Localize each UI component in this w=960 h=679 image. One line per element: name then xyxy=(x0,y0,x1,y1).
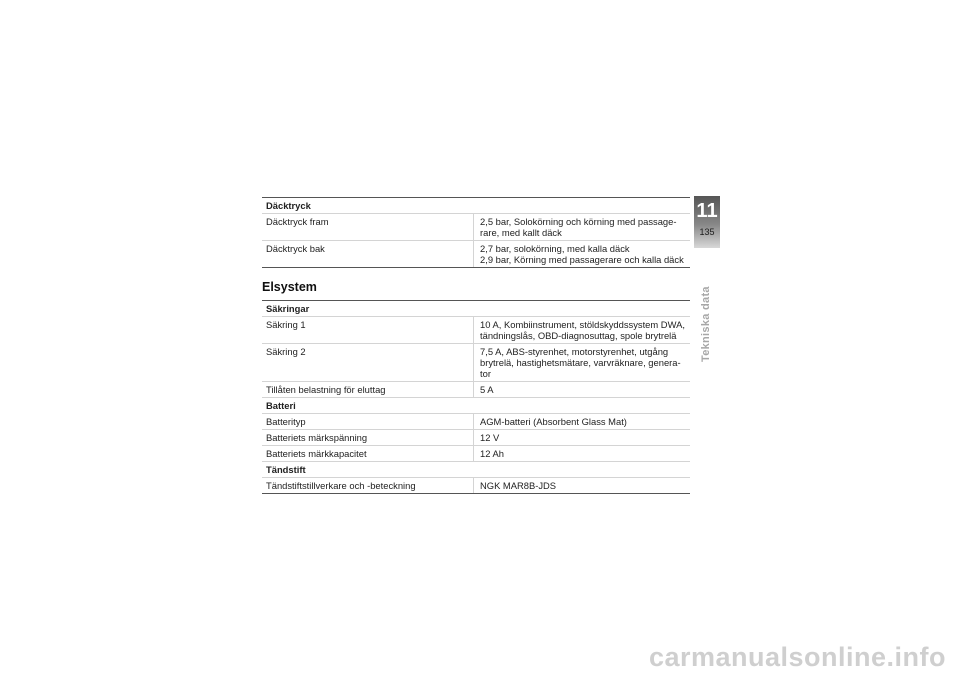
tire-pressure-table xyxy=(262,197,690,268)
watermark: carmanualsonline.info xyxy=(648,642,946,672)
row-label: Tändstiftstillverkare och -beteckning xyxy=(262,478,474,494)
spec-content xyxy=(262,197,690,494)
row-label: Däcktryck fram xyxy=(262,214,474,241)
table-row xyxy=(262,446,690,462)
battery-heading: Batteri xyxy=(262,398,690,414)
table-row xyxy=(262,382,690,398)
table-row xyxy=(262,214,690,241)
row-value: AGM-batteri (Absorbent Glass Mat) xyxy=(474,414,691,430)
row-value: 12 Ah xyxy=(474,446,691,462)
electrical-table xyxy=(262,300,690,494)
row-label: Däcktryck bak xyxy=(262,241,474,268)
section-title: Elsystem xyxy=(262,280,317,294)
table-heading-row xyxy=(262,198,690,214)
chapter-tab xyxy=(694,196,720,248)
row-value: NGK MAR8B-JDS xyxy=(474,478,691,494)
tire-pressure-heading: Däcktryck xyxy=(262,198,690,214)
spark-plug-heading: Tändstift xyxy=(262,462,690,478)
row-label: Batteriets märkspänning xyxy=(262,430,474,446)
chapter-number: 11 xyxy=(696,200,718,222)
table-row xyxy=(262,478,690,494)
table-row xyxy=(262,317,690,344)
table-row xyxy=(262,430,690,446)
table-heading-row xyxy=(262,301,690,317)
table-heading-row xyxy=(262,462,690,478)
table-row xyxy=(262,414,690,430)
row-value: 12 V xyxy=(474,430,691,446)
fuses-heading: Säkringar xyxy=(262,301,690,317)
row-value: 2,7 bar, solokörning, med kalla däck 2,9 bar, Körning med passagerare och kalla däck xyxy=(474,241,691,268)
table-row xyxy=(262,344,690,382)
row-label: Tillåten belastning för eluttag xyxy=(262,382,474,398)
chapter-label: Tekniska data xyxy=(700,286,712,362)
row-label: Säkring 1 xyxy=(262,317,474,344)
row-label: Batterityp xyxy=(262,414,474,430)
table-heading-row xyxy=(262,398,690,414)
row-value: 10 A, Kombiinstrument, stöldskyddssystem DWA, tändningslås, OBD-diagnosuttag, spole brytrelä xyxy=(474,317,691,344)
table-row xyxy=(262,241,690,268)
row-value: 7,5 A, ABS-styrenhet, motorstyrenhet, utgång brytrelä, hastighetsmätare, varvräknare, genera- tor xyxy=(474,344,691,382)
row-value: 5 A xyxy=(474,382,691,398)
row-label: Säkring 2 xyxy=(262,344,474,382)
row-label: Batteriets märkkapacitet xyxy=(262,446,474,462)
row-value: 2,5 bar, Solokörning och körning med passage- rare, med kallt däck xyxy=(474,214,691,241)
page-number: 135 xyxy=(699,227,715,237)
